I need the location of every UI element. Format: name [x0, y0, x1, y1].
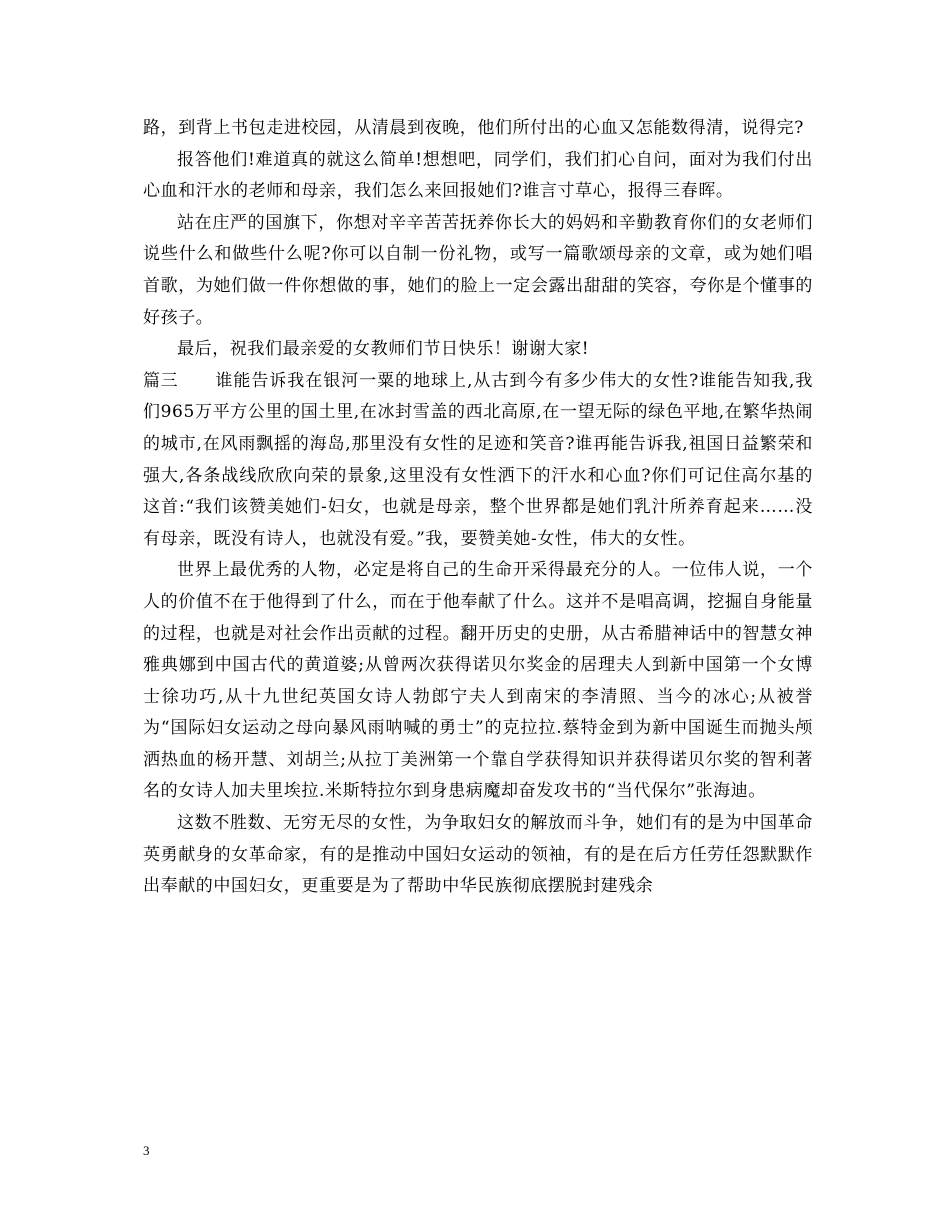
page-number: 3 [143, 1143, 150, 1158]
paragraph-2: 报答他们!难道真的就这么简单!想想吧，同学们，我们扪心自问，面对为我们付出心血和汗水的老师和母亲，我们怎么来回报她们?谁言寸草心，报得三春晖。 [143, 149, 813, 202]
paragraph-3: 站在庄严的国旗下，你想对辛辛苦苦抚养你长大的妈妈和辛勤教育你们的女老师们说些什么和做些什么呢?你可以自制一份礼物，或写一篇歌颂母亲的文章，或为她们唱首歌，为她们做一件你想做的事，她们的脸上一定会露出甜甜的笑容，夸你是个懂事的好孩子。 [143, 212, 813, 328]
section-3-text: 谁能告诉我在银河一粟的地球上,从古到今有多少伟大的女性?谁能告知我,我们965万平方公里的国土里,在冰封雪盖的西北高原,在一望无际的绿色平地,在繁华热闹的城市,在风雨飘摇的海岛,那里没有女性的足迹和笑音?谁再能告诉我,祖国日益繁荣和强大,各条战线欣欣向荣的景象,这里没有女性洒下的汗水和心血?你们可记住高尔基的这首:“我们该赞美她们-妇女，也就是母亲，整个世界都是她们乳汁所养育起来……没有母亲，既没有诗人，也就没有爱。”我，要赞美她-女性，伟大的女性。 [143, 370, 813, 549]
paragraph-4: 最后，祝我们最亲爱的女教师们节日快乐！谢谢大家! [177, 339, 590, 360]
section-label: 篇三 [143, 370, 179, 391]
document-body [143, 113, 813, 903]
paragraph-1: 路，到背上书包走进校园，从清晨到夜晚，他们所付出的心血又怎能数得清，说得完? [143, 118, 804, 138]
paragraph-7: 这数不胜数、无穷无尽的女性，为争取妇女的解放而斗争，她们有的是为中国革命英勇献身的女革命家，有的是推动中国妇女运动的领袖，有的是在后方任劳任怨默默作出奉献的中国妇女，更重要是为了帮助中华民族彻底摆脱封建残余 [143, 813, 813, 897]
section-3-paragraph [143, 366, 813, 556]
paragraph-6: 世界上最优秀的人物，必定是将自己的生命开采得最充分的人。一位伟人说，一个人的价值不在于他得到了什么，而在于他奉献了什么。这并不是唱高调，挖掘自身能量的过程，也就是对社会作出贡献的过程。翻开历史的史册，从古希腊神话中的智慧女神雅典娜到中国古代的黄道婆;从曾两次获得诺贝尔奖金的居理夫人到新中国第一个女博士徐功巧,从十九世纪英国女诗人勃郎宁夫人到南宋的李清照、当今的冰心;从被誉为“国际妇女运动之母向暴风雨呐喊的勇士”的克拉拉.蔡特金到为新中国诞生而抛头颅洒热血的杨开慧、刘胡兰;从拉丁美洲第一个靠自学获得知识并获得诺贝尔奖的智利著名的女诗人加夫里埃拉.米斯特拉尔到身患病魔却奋发攻书的“当代保尔”张海迪。 [143, 560, 813, 802]
